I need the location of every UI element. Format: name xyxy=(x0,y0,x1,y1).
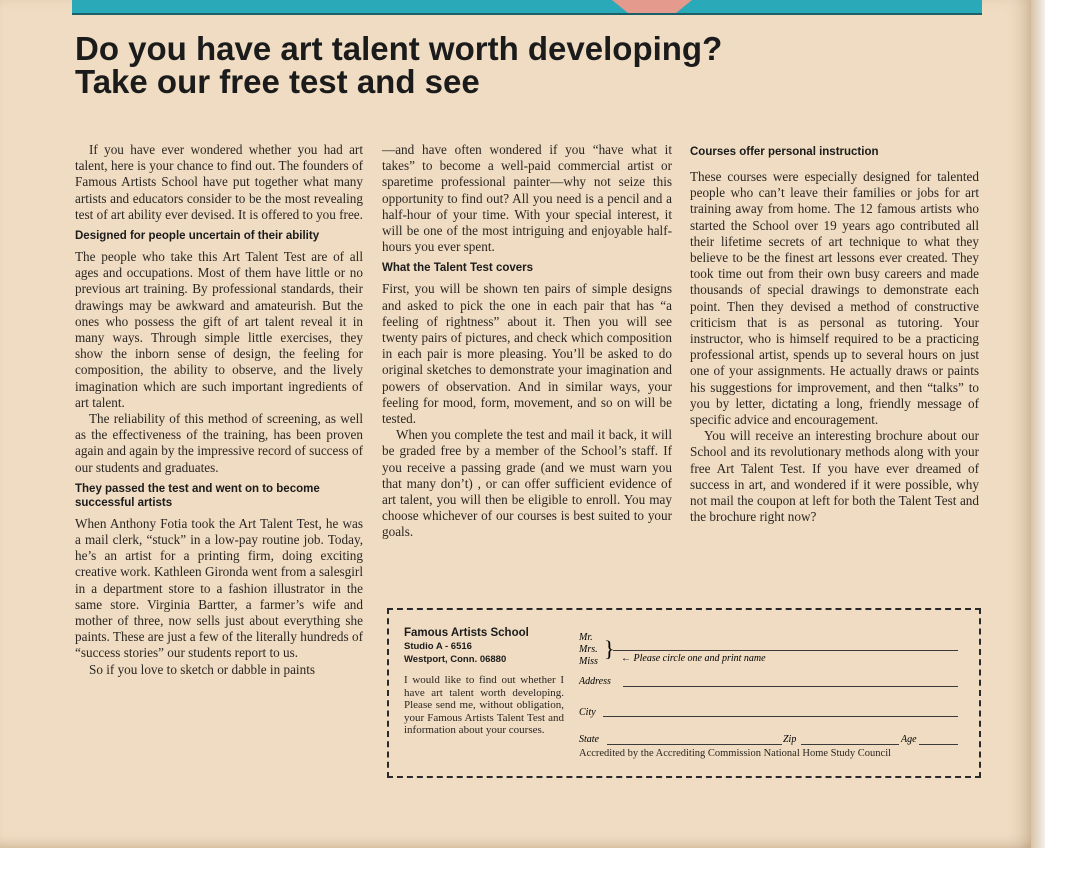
subheading: Designed for people uncertain of their ability xyxy=(75,230,320,243)
city-field[interactable] xyxy=(603,716,958,717)
page-edge xyxy=(1031,0,1045,848)
column-1 xyxy=(75,142,363,678)
column-2 xyxy=(382,142,672,541)
top-illustration-strip xyxy=(72,0,982,15)
accreditation-note: Accredited by the Accrediting Commission National Home Study Council xyxy=(579,748,892,759)
address-field[interactable] xyxy=(623,686,958,687)
title-miss[interactable]: Miss xyxy=(579,656,598,667)
mail-in-coupon xyxy=(387,608,981,778)
column-3 xyxy=(690,145,979,525)
paragraph: If you have ever wondered whether you had art talent, here is your chance to find out. The founders of Famous Artists School have put together what many artists and educators consider to be the most revealing test of art ability ever devised. It is offered to you free. xyxy=(75,142,363,222)
headline-line-2: Take our free test and see xyxy=(75,63,480,100)
page-margin xyxy=(0,848,1045,881)
zip-field[interactable] xyxy=(801,744,899,745)
headline-line-1: Do you have art talent worth developing? xyxy=(75,30,723,67)
paragraph: The reliability of this method of screening, as well as the effectiveness of the training, has been proven again and again by the impressive record of success of our students and graduates. xyxy=(75,411,363,475)
age-field[interactable] xyxy=(919,744,958,745)
state-label: State xyxy=(579,734,599,745)
school-name: Famous Artists School xyxy=(404,627,529,639)
paragraph: First, you will be shown ten pairs of simple designs and asked to pick the one in each pair that has “a feeling of rightness” about it. Then you will see twenty pairs of pictures, and check which composition in each pair is more pleasing. You’ll be asked to do original sketches to demonstrate your imagination and powers of observation. And in similar ways, your feeling for mood, form, movement, and so on will be tested. xyxy=(382,281,672,427)
illustration-accent xyxy=(612,0,692,13)
zip-label: Zip xyxy=(783,734,797,745)
age-label: Age xyxy=(901,734,917,745)
paragraph: You will receive an interesting brochure about our School and its revolutionary methods along with your free Art Talent Test. If you have ever dreamed of success in art, and wondered if it were possible, why not mail the coupon at left for both the Talent Test and the brochure right now? xyxy=(690,428,979,525)
paragraph: When you complete the test and mail it back, it will be graded free by a member of the School’s staff. If you receive a passing grade (and we must warn you that many don’t) , or can offer sufficient evidence of art talent, you will then be eligible to enroll. You may choose whichever of our courses is best suited to your goals. xyxy=(382,427,672,540)
school-city: Westport, Conn. 06880 xyxy=(404,654,507,665)
studio-code: Studio A - 6516 xyxy=(404,641,472,652)
title-mr[interactable]: Mr. xyxy=(579,632,593,643)
paragraph: When Anthony Fotia took the Art Talent Test, he was a mail clerk, “stuck” in a low-pay routine job. Today, he’s an artist for a printing firm, doing exciting creative work. Kathleen Gironda went from a salesgirl in a department store to a fashion illustrator in the same store. Virginia Bartter, a farmer’s wife and mother of three, now sells just about everything she paints. These are just a few of the literally hundreds of “success stories” our students report to us. xyxy=(75,515,363,661)
city-label: City xyxy=(579,707,596,718)
title-mrs[interactable]: Mrs. xyxy=(579,644,598,655)
paragraph: —and have often wondered if you “have what it takes” to become a well-paid commercial artist or sparetime professional painter—why not seize this opportunity to find out? All you need is a pencil and a half-hour of your time. With your special interest, it will be one of the most intriguing and enjoyable half-hours you ever spent. xyxy=(382,142,672,255)
name-instruction: ← Please circle one and print name xyxy=(621,653,766,664)
subheading: They passed the test and went on to become successful artists xyxy=(75,482,320,509)
paragraph: So if you love to sketch or dabble in paints xyxy=(89,661,315,677)
coupon-address-block xyxy=(404,626,564,737)
coupon-request-text: I would like to find out whether I have art talent worth developing. Please send me, without obligation, your Famous Artists Talent Test and information about your courses. xyxy=(404,674,564,736)
address-label: Address xyxy=(579,676,611,687)
name-field[interactable] xyxy=(613,650,958,651)
subheading: What the Talent Test covers xyxy=(382,262,534,275)
paragraph: These courses were especially designed for talented people who can’t leave their families or jobs for art training away from home. The 12 famous artists who started the School over 19 years ago contributed all their lifetime secrets of art technique to what they believe to be the finest art lessons ever created. They took time out from their own busy careers and made thousands of special drawings to demonstrate each point. Then they devised a method of constructive criticism that is as personal as tutoring. Your instructor, who is himself required to be a practicing professional artist, spends up to several hours on just one of your assignments. He actually draws or paints his suggestions for improvement, and then “talks” to you by letter, dictating a long, friendly message of specific advice and encouragement. xyxy=(690,169,979,428)
paragraph: The people who take this Art Talent Test are of all ages and occupations. Most of them have little or no previous art training. By professional standards, their drawings may be awkward and amateurish. But the ones who possess the gift of art talent reveal it in many ways. Through simple little exercises, they show the inborn sense of design, the feeling for composition, the ability to observe, and the lively imagination which are such important ingredients of art talent. xyxy=(75,249,363,410)
subheading: Courses offer personal instruction xyxy=(690,146,879,158)
brace-icon: } xyxy=(604,636,615,661)
state-field[interactable] xyxy=(607,744,782,745)
headline xyxy=(75,32,975,98)
